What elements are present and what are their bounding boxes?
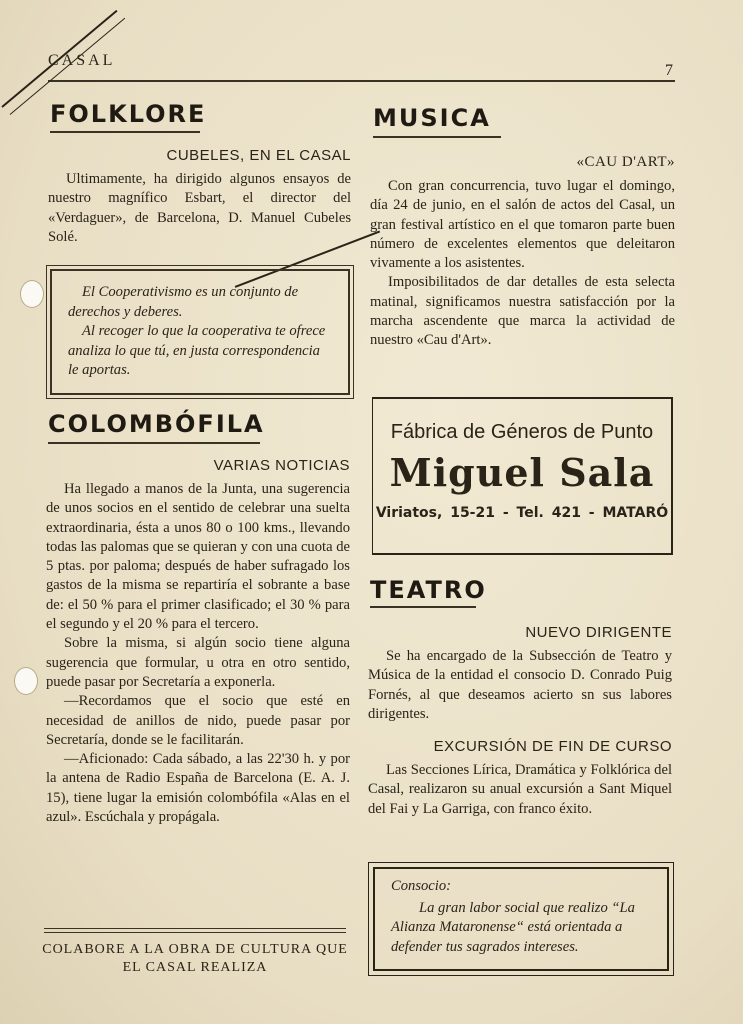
footer-rule xyxy=(44,928,346,929)
header-rule xyxy=(48,80,675,82)
colombofila-title: COLOMBÓFILA xyxy=(48,410,265,438)
consocio-box xyxy=(368,862,674,976)
footer-cta-line: EL CASAL REALIZA xyxy=(122,960,268,975)
teatro-body-2 xyxy=(368,761,672,819)
paragraph: —Aficionado: Cada sábado, a las 22'30 h. y por la antena de Radio España de Barcelona (E. A. J. 15), tiene lugar la emisión colombófila «Alas en el azul». Escúchala y propágala. xyxy=(46,751,350,826)
teatro-title-rule xyxy=(370,606,476,608)
page-number: 7 xyxy=(665,62,673,79)
paragraph: Con gran concurrencia, tuvo lugar el domingo, día 24 de junio, en el salón de actos del Casal, un gran festival artístico en el que tomaron parte buen número de excelentes elementos que deleitaron vivamente a los asistentes. xyxy=(370,178,675,272)
teatro-subhead-1: NUEVO DIRIGENTE xyxy=(525,624,672,641)
publication-name: CASAL xyxy=(48,52,116,69)
paragraph: —Recordamos que el socio que esté en necesidad de anillos de nido, puede pasar por Secretaría, donde se le facilitarán. xyxy=(46,693,350,748)
folklore-title-rule xyxy=(50,131,200,133)
cooperativismo-line: Al recoger lo que la cooperativa te ofrece analiza lo que tú, en justa correspondencia le aportas. xyxy=(68,323,326,378)
paragraph: Ha llegado a manos de la Junta, una sugerencia de unos socios en el sentido de celebrar una suelta extraordinaria, ésta a unos 80 o 100 kms., llevando todas las palomas que se quieran y con una cuota de 5 ptas. por paloma; después de haber sufragado los gastos de la misma se repartiría el sobrante a base de: el 50 % para el primer clasificado; el 30 % para el segundo y el 20 % para el tercero. xyxy=(46,481,350,633)
advert-box xyxy=(372,397,673,555)
footer-cta-line: COLABORE A LA OBRA DE CULTURA QUE xyxy=(42,942,348,957)
cooperativismo-line: El Cooperativismo es un conjunto de derechos y deberes. xyxy=(68,284,299,320)
cooperativismo-box xyxy=(50,269,350,395)
colombofila-body xyxy=(46,480,350,827)
musica-title-rule xyxy=(373,136,501,138)
paragraph: Las Secciones Lírica, Dramática y Folklórica del Casal, realizaron su anual excursión a Sant Miquel del Fai y La Garriga, con franco éxito. xyxy=(368,762,672,817)
footer-rule xyxy=(44,932,346,933)
musica-title: MUSICA xyxy=(373,104,491,132)
paragraph: Ultimamente, ha dirigido algunos ensayos de nuestro magnífico Esbart, el director del «Verdaguer», de Barcelona, D. Manuel Cubeles Solé. xyxy=(48,171,351,245)
paragraph: Imposibilitados de dar detalles de esta selecta matinal, significamos nuestra satisfacción por la marcha ascendente que marca la actividad de nuestro «Cau d'Art». xyxy=(370,274,675,349)
binder-hole-bottom xyxy=(14,667,38,695)
folklore-subhead: CUBELES, EN EL CASAL xyxy=(166,147,351,164)
musica-body xyxy=(370,177,675,351)
folklore-body xyxy=(48,170,351,247)
paragraph: Sobre la misma, si algún socio tiene alguna sugerencia que formular, u otra en otro sentido, puede pasar por Secretaría a exponerla. xyxy=(46,635,350,690)
teatro-title: TEATRO xyxy=(370,576,487,604)
consocio-label: Consocio: xyxy=(391,878,451,894)
teatro-body-1 xyxy=(368,647,672,724)
paragraph: Se ha encargado de la Subsección de Teatro y Música de la entidad el consocio D. Conrado Puig Fornés, al que deseamos acierto sn sus labores dirigentes. xyxy=(368,648,672,722)
binder-hole-top xyxy=(20,280,44,308)
advert-name: Miguel Sala xyxy=(389,450,655,495)
colombofila-title-rule xyxy=(48,442,260,444)
folklore-title: FOLKLORE xyxy=(50,100,207,128)
advert-address: Viriatos, 15-21 - Tel. 421 - MATARÓ xyxy=(375,505,669,521)
footer-cta xyxy=(40,941,350,977)
teatro-subhead-2: EXCURSIÓN DE FIN DE CURSO xyxy=(433,738,672,755)
consocio-text: La gran labor social que realizo “La Alianza Mataronense“ está orientada a defender tus sagrados intereses. xyxy=(391,899,635,955)
advert-title: Fábrica de Géneros de Punto xyxy=(390,421,654,443)
musica-subhead: «CAU D'ART» xyxy=(576,154,675,170)
colombofila-subhead: VARIAS NOTICIAS xyxy=(213,457,350,474)
